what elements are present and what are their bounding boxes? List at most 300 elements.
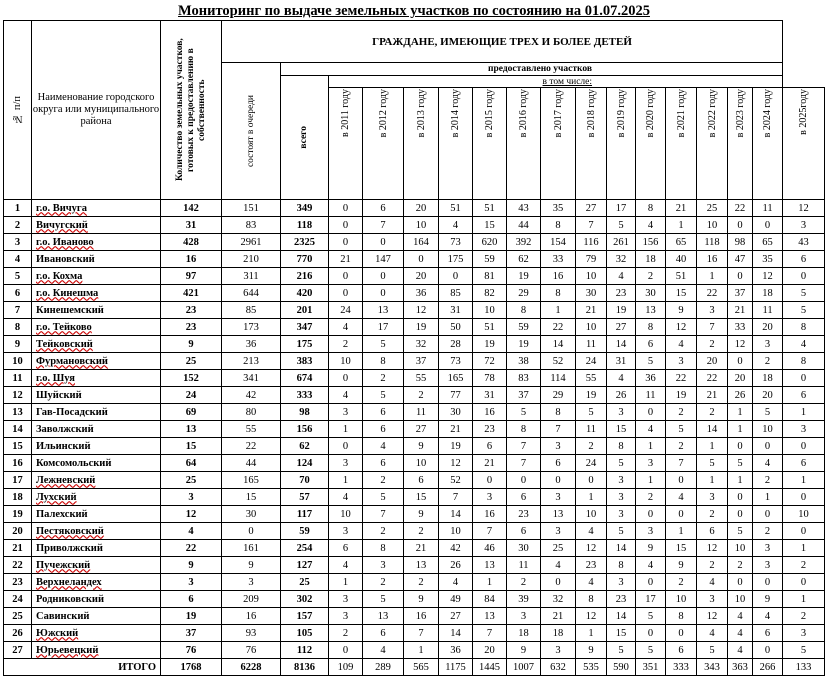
year-value: 1 — [697, 438, 728, 455]
year-value: 5 — [363, 387, 404, 404]
year-value: 3 — [329, 455, 363, 472]
year-value: 620 — [473, 234, 507, 251]
year-value: 3 — [783, 625, 825, 642]
table-row — [4, 336, 825, 353]
row-name — [32, 472, 161, 489]
year-value: 37 — [728, 285, 753, 302]
year-value: 4 — [439, 574, 473, 591]
year-value: 52 — [439, 472, 473, 489]
year-value: 14 — [607, 540, 636, 557]
year-value: 36 — [404, 285, 439, 302]
year-value: 10 — [329, 353, 363, 370]
row-name — [32, 404, 161, 421]
year-value: 1 — [666, 217, 697, 234]
year-value: 13 — [473, 557, 507, 574]
year-value: 6 — [783, 387, 825, 404]
year-value: 84 — [473, 591, 507, 608]
year-value: 10 — [473, 302, 507, 319]
year-value: 1 — [783, 540, 825, 557]
year-value: 3 — [329, 523, 363, 540]
year-value: 7 — [439, 489, 473, 506]
year-value: 9 — [404, 506, 439, 523]
year-value: 2 — [404, 523, 439, 540]
header-year-label: в 2012 году — [377, 88, 389, 137]
row-name-text: г.о. Кохма — [36, 270, 83, 282]
provided-total: 62 — [281, 438, 329, 455]
year-value: 3 — [783, 217, 825, 234]
year-value: 6 — [697, 523, 728, 540]
row-number: 22 — [4, 557, 32, 574]
ready-count: 23 — [161, 319, 222, 336]
row-name — [32, 557, 161, 574]
year-value: 1 — [753, 489, 783, 506]
year-value: 3 — [753, 557, 783, 574]
header-year-label: в 2025году — [798, 88, 810, 135]
year-value: 13 — [363, 608, 404, 625]
queue-count: 644 — [222, 285, 281, 302]
year-value: 51 — [473, 319, 507, 336]
provided-total: 302 — [281, 591, 329, 608]
year-value: 35 — [541, 200, 576, 217]
year-value: 21 — [329, 251, 363, 268]
row-name — [32, 353, 161, 370]
year-value: 25 — [541, 540, 576, 557]
row-name-text: Приволжский — [36, 542, 103, 554]
year-value: 17 — [363, 319, 404, 336]
queue-count: 173 — [222, 319, 281, 336]
queue-count: 0 — [222, 523, 281, 540]
year-value: 156 — [636, 234, 666, 251]
row-number: 13 — [4, 404, 32, 421]
year-value: 47 — [728, 251, 753, 268]
row-name-text: Вичугский — [36, 219, 88, 231]
year-value: 10 — [329, 506, 363, 523]
year-value: 3 — [507, 608, 541, 625]
year-value: 3 — [329, 404, 363, 421]
year-value: 24 — [576, 455, 607, 472]
year-value: 0 — [753, 438, 783, 455]
year-value: 2 — [363, 523, 404, 540]
year-value: 21 — [473, 455, 507, 472]
year-value: 2 — [666, 404, 697, 421]
year-value: 44 — [507, 217, 541, 234]
row-number: 25 — [4, 608, 32, 625]
row-number: 8 — [4, 319, 32, 336]
row-name — [32, 591, 161, 608]
year-value: 39 — [507, 591, 541, 608]
totals-year-value: 363 — [728, 659, 753, 676]
year-value: 3 — [363, 557, 404, 574]
header-year-label: в 2016 году — [518, 88, 529, 137]
year-value: 9 — [507, 642, 541, 659]
year-value: 10 — [728, 591, 753, 608]
row-name — [32, 200, 161, 217]
year-value: 4 — [666, 489, 697, 506]
row-name — [32, 506, 161, 523]
year-value: 0 — [783, 574, 825, 591]
year-value: 19 — [507, 268, 541, 285]
year-value: 8 — [507, 421, 541, 438]
year-value: 0 — [666, 472, 697, 489]
table-row — [4, 642, 825, 659]
year-value: 15 — [607, 625, 636, 642]
totals-year-value: 590 — [607, 659, 636, 676]
row-number: 15 — [4, 438, 32, 455]
table-row — [4, 370, 825, 387]
year-value: 5 — [507, 404, 541, 421]
year-value: 10 — [697, 217, 728, 234]
year-value: 10 — [404, 455, 439, 472]
year-value: 12 — [728, 336, 753, 353]
header-year — [576, 88, 607, 200]
year-value: 36 — [439, 642, 473, 659]
year-value: 98 — [728, 234, 753, 251]
year-value: 3 — [607, 506, 636, 523]
row-name — [32, 319, 161, 336]
queue-count: 36 — [222, 336, 281, 353]
header-year-label: в 2011 году — [340, 88, 351, 137]
row-name-text: г.о. Кинешма — [36, 287, 99, 299]
row-number: 23 — [4, 574, 32, 591]
row-name — [32, 540, 161, 557]
totals-year-value: 535 — [576, 659, 607, 676]
year-value: 15 — [666, 285, 697, 302]
year-value: 5 — [728, 455, 753, 472]
totals-row — [4, 659, 825, 676]
table-row — [4, 387, 825, 404]
row-number: 17 — [4, 472, 32, 489]
ready-count: 142 — [161, 200, 222, 217]
year-value: 5 — [636, 353, 666, 370]
provided-total: 216 — [281, 268, 329, 285]
year-value: 30 — [636, 285, 666, 302]
year-value: 0 — [329, 217, 363, 234]
provided-total: 117 — [281, 506, 329, 523]
year-value: 26 — [607, 387, 636, 404]
row-name-text: Комсомольский — [36, 457, 112, 469]
header-year-label: в 2019 году — [615, 88, 627, 137]
table-row — [4, 472, 825, 489]
year-value: 8 — [541, 285, 576, 302]
year-value: 3 — [329, 608, 363, 625]
year-value: 2 — [363, 574, 404, 591]
year-value: 0 — [363, 234, 404, 251]
row-name — [32, 387, 161, 404]
year-value: 0 — [666, 506, 697, 523]
year-value: 0 — [636, 625, 666, 642]
year-value: 59 — [473, 251, 507, 268]
provided-total: 124 — [281, 455, 329, 472]
table-row — [4, 353, 825, 370]
queue-count: 93 — [222, 625, 281, 642]
queue-count: 311 — [222, 268, 281, 285]
year-value: 7 — [473, 625, 507, 642]
totals-year-value: 1445 — [473, 659, 507, 676]
provided-total: 674 — [281, 370, 329, 387]
year-value: 0 — [783, 438, 825, 455]
year-value: 19 — [473, 336, 507, 353]
year-value: 11 — [753, 200, 783, 217]
ready-count: 4 — [161, 523, 222, 540]
queue-count: 9 — [222, 557, 281, 574]
year-value: 0 — [753, 574, 783, 591]
year-value: 8 — [363, 353, 404, 370]
year-value: 147 — [363, 251, 404, 268]
year-value: 0 — [329, 200, 363, 217]
year-value: 10 — [576, 319, 607, 336]
year-value: 261 — [607, 234, 636, 251]
header-year — [329, 88, 363, 200]
year-value: 5 — [607, 642, 636, 659]
year-value: 27 — [439, 608, 473, 625]
table-row — [4, 506, 825, 523]
year-value: 30 — [439, 404, 473, 421]
year-value: 14 — [439, 625, 473, 642]
year-value: 3 — [753, 336, 783, 353]
row-name-text: Фурмановский — [36, 355, 108, 367]
row-name — [32, 370, 161, 387]
year-value: 4 — [329, 557, 363, 574]
year-value: 5 — [363, 591, 404, 608]
year-value: 23 — [607, 591, 636, 608]
year-value: 32 — [404, 336, 439, 353]
row-name — [32, 523, 161, 540]
year-value: 2 — [666, 574, 697, 591]
queue-count: 44 — [222, 455, 281, 472]
row-name-text: Ивановский — [36, 253, 95, 265]
queue-count: 151 — [222, 200, 281, 217]
year-value: 23 — [473, 421, 507, 438]
year-value: 2 — [329, 336, 363, 353]
year-value: 23 — [576, 557, 607, 574]
year-value: 5 — [607, 523, 636, 540]
year-value: 2 — [697, 336, 728, 353]
year-value: 118 — [697, 234, 728, 251]
year-value: 37 — [507, 387, 541, 404]
queue-count: 55 — [222, 421, 281, 438]
queue-count: 42 — [222, 387, 281, 404]
year-value: 5 — [576, 404, 607, 421]
year-value: 0 — [666, 625, 697, 642]
year-value: 49 — [439, 591, 473, 608]
year-value: 17 — [607, 200, 636, 217]
row-number: 19 — [4, 506, 32, 523]
year-value: 3 — [607, 489, 636, 506]
year-value: 4 — [607, 268, 636, 285]
queue-count: 80 — [222, 404, 281, 421]
year-value: 79 — [576, 251, 607, 268]
table-row — [4, 234, 825, 251]
year-value: 2 — [783, 557, 825, 574]
totals-year-value: 266 — [753, 659, 783, 676]
year-value: 0 — [753, 217, 783, 234]
year-value: 4 — [753, 455, 783, 472]
year-value: 3 — [607, 472, 636, 489]
year-value: 5 — [666, 421, 697, 438]
year-value: 5 — [636, 608, 666, 625]
row-number: 1 — [4, 200, 32, 217]
year-value: 12 — [697, 608, 728, 625]
table-row — [4, 489, 825, 506]
header-year — [783, 88, 825, 200]
year-value: 19 — [404, 319, 439, 336]
provided-total: 175 — [281, 336, 329, 353]
totals-queue: 6228 — [222, 659, 281, 676]
header-num: № п/п — [4, 21, 32, 200]
year-value: 9 — [404, 438, 439, 455]
year-value: 4 — [728, 642, 753, 659]
queue-count: 83 — [222, 217, 281, 234]
ready-count: 152 — [161, 370, 222, 387]
year-value: 30 — [507, 540, 541, 557]
row-name — [32, 438, 161, 455]
queue-count: 85 — [222, 302, 281, 319]
year-value: 4 — [329, 319, 363, 336]
row-name-text: Палехский — [36, 508, 88, 520]
year-value: 14 — [541, 336, 576, 353]
year-value: 18 — [507, 625, 541, 642]
year-value: 5 — [636, 642, 666, 659]
year-value: 4 — [697, 574, 728, 591]
table-row — [4, 200, 825, 217]
year-value: 31 — [607, 353, 636, 370]
year-value: 78 — [473, 370, 507, 387]
provided-total: 70 — [281, 472, 329, 489]
provided-total: 201 — [281, 302, 329, 319]
year-value: 23 — [607, 285, 636, 302]
year-value: 392 — [507, 234, 541, 251]
header-year — [541, 88, 576, 200]
queue-count: 22 — [222, 438, 281, 455]
row-name — [32, 625, 161, 642]
ready-count: 428 — [161, 234, 222, 251]
year-value: 21 — [728, 302, 753, 319]
year-value: 24 — [329, 302, 363, 319]
year-value: 10 — [404, 217, 439, 234]
year-value: 15 — [404, 489, 439, 506]
year-value: 4 — [576, 523, 607, 540]
year-value: 0 — [507, 472, 541, 489]
provided-total: 157 — [281, 608, 329, 625]
year-value: 0 — [541, 574, 576, 591]
year-value: 165 — [439, 370, 473, 387]
year-value: 30 — [576, 285, 607, 302]
year-value: 11 — [576, 336, 607, 353]
row-number: 5 — [4, 268, 32, 285]
table-row — [4, 608, 825, 625]
year-value: 2 — [329, 625, 363, 642]
year-value: 0 — [753, 506, 783, 523]
ready-count: 6 — [161, 591, 222, 608]
table-row — [4, 285, 825, 302]
year-value: 7 — [404, 625, 439, 642]
year-value: 6 — [363, 625, 404, 642]
row-number: 24 — [4, 591, 32, 608]
provided-total: 105 — [281, 625, 329, 642]
year-value: 14 — [607, 336, 636, 353]
year-value: 0 — [329, 642, 363, 659]
year-value: 81 — [473, 268, 507, 285]
table-row — [4, 268, 825, 285]
row-name — [32, 251, 161, 268]
year-value: 73 — [439, 353, 473, 370]
year-value: 8 — [783, 353, 825, 370]
year-value: 8 — [576, 591, 607, 608]
year-value: 19 — [576, 387, 607, 404]
year-value: 2 — [728, 557, 753, 574]
queue-count: 2961 — [222, 234, 281, 251]
header-year — [636, 88, 666, 200]
year-value: 0 — [783, 370, 825, 387]
year-value: 3 — [473, 489, 507, 506]
year-value: 0 — [329, 438, 363, 455]
queue-count: 76 — [222, 642, 281, 659]
provided-total: 127 — [281, 557, 329, 574]
table-row — [4, 455, 825, 472]
row-name-text: Ильинский — [36, 440, 91, 452]
year-value: 4 — [607, 370, 636, 387]
year-value: 2 — [753, 472, 783, 489]
queue-count: 30 — [222, 506, 281, 523]
monitoring-table — [3, 20, 825, 676]
year-value: 0 — [728, 489, 753, 506]
year-value: 7 — [473, 523, 507, 540]
year-value: 26 — [439, 557, 473, 574]
year-value: 3 — [541, 642, 576, 659]
year-value: 3 — [753, 540, 783, 557]
row-number: 6 — [4, 285, 32, 302]
year-value: 5 — [753, 404, 783, 421]
year-value: 0 — [439, 268, 473, 285]
totals-provided: 8136 — [281, 659, 329, 676]
table-row — [4, 421, 825, 438]
row-name — [32, 642, 161, 659]
ready-count: 15 — [161, 438, 222, 455]
totals-label: ИТОГО — [4, 659, 161, 676]
row-name — [32, 268, 161, 285]
year-value: 3 — [329, 591, 363, 608]
year-value: 10 — [728, 540, 753, 557]
year-value: 37 — [404, 353, 439, 370]
year-value: 22 — [728, 200, 753, 217]
year-value: 22 — [697, 285, 728, 302]
year-value: 7 — [363, 217, 404, 234]
header-name: Наименование городского округа или муниципального района — [32, 21, 161, 200]
year-value: 4 — [697, 625, 728, 642]
year-value: 20 — [728, 370, 753, 387]
year-value: 31 — [473, 387, 507, 404]
table-row — [4, 523, 825, 540]
year-value: 18 — [753, 285, 783, 302]
row-name-text: Пестяковский — [36, 525, 104, 537]
provided-total: 770 — [281, 251, 329, 268]
year-value: 0 — [636, 574, 666, 591]
year-value: 8 — [783, 319, 825, 336]
year-value: 6 — [783, 251, 825, 268]
year-value: 33 — [728, 319, 753, 336]
year-value: 1 — [636, 438, 666, 455]
year-value: 7 — [363, 506, 404, 523]
year-value: 73 — [439, 234, 473, 251]
year-value: 31 — [439, 302, 473, 319]
year-value: 3 — [783, 421, 825, 438]
row-name-text: Шуйский — [36, 389, 82, 401]
row-name-text: Гав-Посадский — [36, 406, 108, 418]
year-value: 27 — [607, 319, 636, 336]
ready-count: 25 — [161, 353, 222, 370]
year-value: 19 — [439, 438, 473, 455]
ready-count: 22 — [161, 540, 222, 557]
